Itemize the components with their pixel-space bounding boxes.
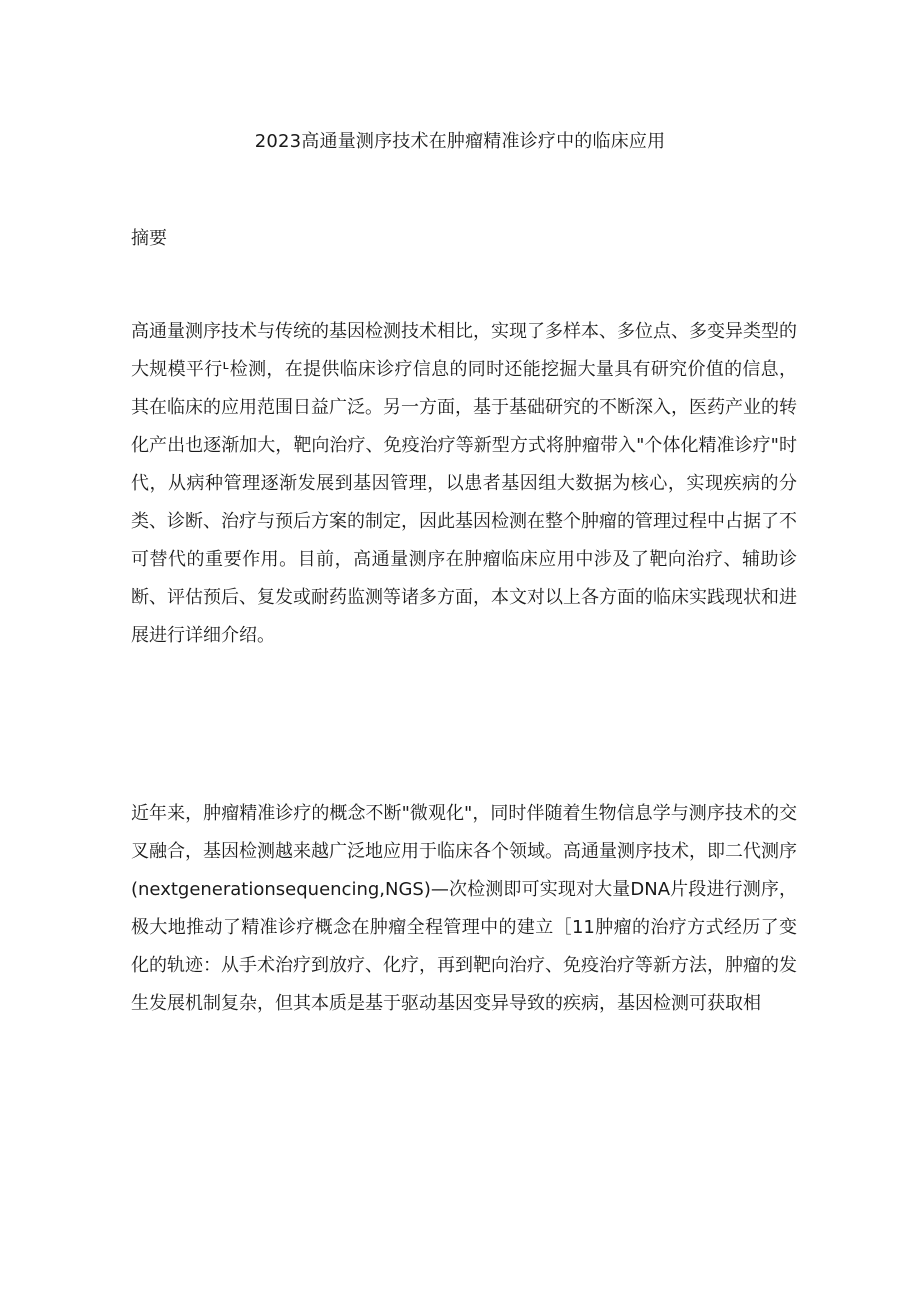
abstract-heading: 摘要 [131, 228, 167, 249]
body-paragraph: 近年来，肿瘤精准诊疗的概念不断"微观化"，同时伴随着生物信息学与测序技术的交叉融合，基因检测越来越广泛地应用于临床各个领域。高通量测序技术，即二代测序(nextgenerationsequencing,NGS)—次检测即可实现对大量DNA片段进行测序，极大地推动了精准诊疗概念在肿瘤全程管理中的建立［11肿瘤的治疗方式经历了变化的轨迹：从手术治疗到放疗、化疗，再到靶向治疗、免疫治疗等新方法，肿瘤的发生发展机制复杂，但其本质是基于驱动基因变异导致的疾病，基因检测可获取相 [131, 803, 797, 1014]
abstract-paragraph: 高通量测序技术与传统的基因检测技术相比，实现了多样本、多位点、多变异类型的大规模平行ᒻ检测，在提供临床诊疗信息的同时还能挖掘大量具有研究价值的信息，其在临床的应用范围日益广泛。另一方面，基于基础研究的不断深入，医药产业的转化产出也逐渐加大，靶向治疗、免疫治疗等新型方式将肿瘤带入"个体化精准诊疗"时代，从病种管理逐渐发展到基因管理，以患者基因组大数据为核心，实现疾病的分类、诊断、治疗与预后方案的制定，因此基因检测在整个肿瘤的管理过程中占据了不可替代的重要作用。目前，高通量测序在肿瘤临床应用中涉及了靶向治疗、辅助诊断、评估预后、复发或耐药监测等诸多方面，本文对以上各方面的临床实践现状和进展进行详细介绍。 [131, 321, 797, 646]
document-title: 2023高通量测序技术在肿瘤精准诊疗中的临床应用 [254, 131, 666, 152]
